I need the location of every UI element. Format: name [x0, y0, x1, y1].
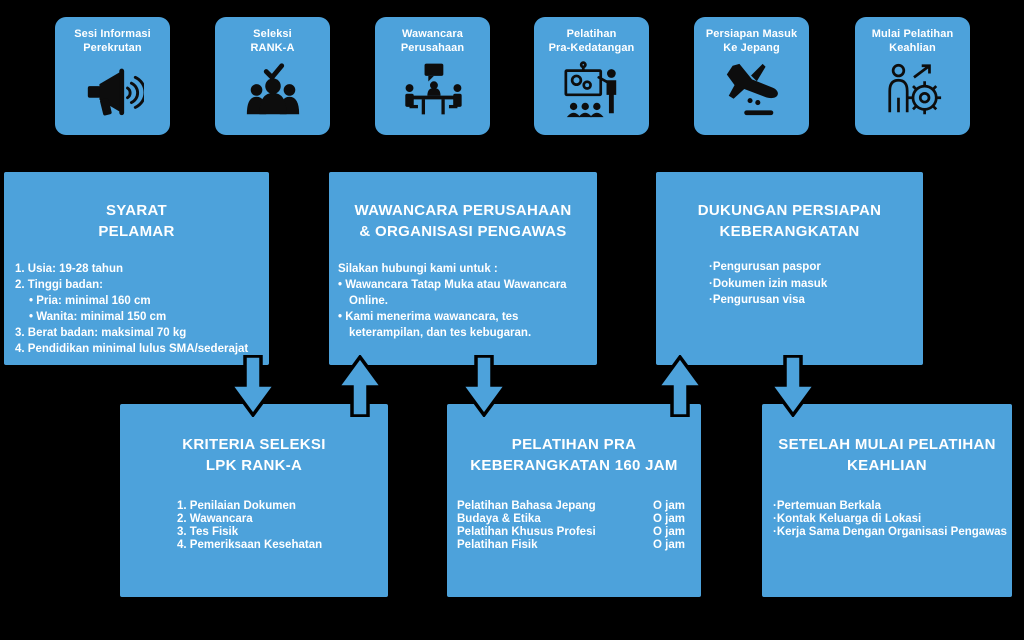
- step-label: [872, 28, 954, 55]
- panel-title-line2: KEBERANGKATAN: [719, 223, 860, 240]
- list-item: • Pria: minimal 160 cm: [29, 295, 151, 307]
- list-item: • Wawancara Tatap Muka atau Wawancara Online.: [338, 279, 567, 307]
- arrow-up-icon: [656, 355, 704, 417]
- step-label-line2: Ke Jepang: [723, 41, 780, 54]
- step-persiapan-masuk-jepang: [694, 17, 809, 135]
- panel-kriteria-seleksi: [120, 404, 388, 597]
- step-label: [251, 28, 295, 55]
- team-check-icon: [242, 60, 304, 118]
- panel-setelah-mulai-pelatihan: [762, 404, 1012, 597]
- step-label-line2: Pra-Kedatangan: [548, 41, 635, 54]
- panel-title-line2: LPK RANK-A: [205, 457, 303, 474]
- step-pelatihan-pra-kedatangan: [534, 17, 649, 135]
- step-mulai-pelatihan-keahlian: [855, 17, 970, 135]
- panel-title-line2: & ORGANISASI PENGAWAS: [359, 223, 567, 240]
- presentation-icon: [561, 60, 623, 118]
- training-row: [457, 500, 685, 513]
- list-item: • Kami menerima wawancara, tes keterampilan, dan tes kebugaran.: [338, 311, 532, 339]
- panel-body: [457, 500, 685, 552]
- arrow-up-icon: [336, 355, 384, 417]
- step-label-line1: Sesi Informasi: [74, 28, 151, 40]
- panel-syarat-pelamar: [4, 172, 269, 365]
- training-label: Pelatihan Khusus Profesi: [457, 526, 596, 538]
- list-item: 2. Wawancara: [177, 513, 253, 525]
- step-label: [401, 28, 464, 55]
- list-item: • Wanita: minimal 150 cm: [29, 311, 167, 323]
- list-item: ·Pengurusan visa: [709, 294, 805, 306]
- panel-wawancara-pengawas: [329, 172, 597, 365]
- panel-title: [447, 434, 701, 476]
- airplane-landing-icon: [721, 60, 783, 118]
- step-sesi-informasi: [55, 17, 170, 135]
- list-item: ·Pertemuan Berkala: [773, 500, 882, 512]
- panel-title-line1: DUKUNGAN PERSIAPAN: [697, 202, 882, 219]
- panel-title-line1: WAWANCARA PERUSAHAAN: [354, 202, 572, 219]
- step-label-line1: Wawancara: [401, 28, 464, 40]
- list-item: ·Dokumen izin masuk: [709, 277, 828, 290]
- step-label-line2: Perusahaan: [400, 41, 465, 54]
- panel-title-line2: PELAMAR: [98, 223, 175, 240]
- training-row: [457, 526, 685, 539]
- step-label-line2: Perekrutan: [83, 41, 142, 54]
- step-label-line1: Pelatihan: [566, 28, 617, 40]
- list-item: 1. Penilaian Dokumen: [177, 500, 296, 512]
- step-label-line1: Mulai Pelatihan: [871, 28, 954, 40]
- training-label: Pelatihan Fisik: [457, 539, 538, 551]
- list-item: 2. Tinggi badan:: [15, 279, 103, 291]
- step-label-line1: Persiapan Masuk: [705, 28, 798, 40]
- training-hours: O jam: [653, 500, 685, 512]
- arrow-down-icon: [460, 355, 508, 417]
- panel-body: [773, 500, 1010, 539]
- panel-dukungan-keberangkatan: [656, 172, 923, 365]
- panel-pelatihan-pra-keberangkatan: [447, 404, 701, 597]
- worker-gear-icon: [882, 60, 944, 118]
- panel-body: [15, 261, 265, 357]
- panel-title: [762, 434, 1012, 476]
- step-wawancara-perusahaan: [375, 17, 490, 135]
- training-label: Budaya & Etika: [457, 513, 541, 525]
- step-label-line2: Keahlian: [889, 41, 936, 54]
- step-seleksi-rank-a: [215, 17, 330, 135]
- step-label-line2: RANK-A: [250, 41, 295, 54]
- arrow-down-icon: [229, 355, 277, 417]
- panel-title-line1: SYARAT: [106, 202, 167, 219]
- list-item: ·Pengurusan paspor: [709, 261, 821, 273]
- panel-body: [338, 261, 576, 341]
- list-intro: Silakan hubungi kami untuk :: [338, 263, 498, 275]
- panel-title-line1: PELATIHAN PRA: [511, 436, 637, 453]
- training-hours: O jam: [653, 539, 685, 551]
- panel-body: [709, 259, 827, 309]
- list-item: 3. Tes Fisik: [177, 526, 239, 538]
- panel-body: [177, 500, 322, 552]
- list-item: ·Kerja Sama Dengan Organisasi Pengawas: [773, 526, 1007, 538]
- step-label: [706, 28, 797, 55]
- list-item: ·Kontak Keluarga di Lokasi: [773, 513, 922, 525]
- list-item: 3. Berat badan: maksimal 70 kg: [15, 327, 187, 339]
- training-row: [457, 513, 685, 526]
- panel-title-line2: KEBERANGKATAN 160 JAM: [470, 457, 678, 474]
- panel-title: [4, 200, 269, 242]
- panel-title: [120, 434, 388, 476]
- training-row: [457, 539, 685, 552]
- panel-title-line1: KRITERIA SELEKSI: [182, 436, 326, 453]
- step-label: [74, 28, 151, 55]
- training-hours: O jam: [653, 513, 685, 525]
- step-label-line1: Seleksi: [253, 28, 292, 40]
- list-item: 4. Pemeriksaan Kesehatan: [177, 539, 323, 551]
- list-item: 4. Pendidikan minimal lulus SMA/sederajat: [15, 343, 249, 355]
- training-hours: O jam: [653, 526, 685, 538]
- panel-title-line1: SETELAH MULAI PELATIHAN: [778, 436, 996, 453]
- panel-title-line2: KEAHLIAN: [847, 457, 927, 474]
- training-label: Pelatihan Bahasa Jepang: [457, 500, 596, 512]
- megaphone-icon: [82, 60, 144, 118]
- panel-title: [656, 200, 923, 242]
- interview-icon: [402, 60, 464, 118]
- list-item: 1. Usia: 19-28 tahun: [15, 263, 124, 275]
- panel-title: [329, 200, 597, 242]
- arrow-down-icon: [769, 355, 817, 417]
- step-label: [549, 28, 635, 55]
